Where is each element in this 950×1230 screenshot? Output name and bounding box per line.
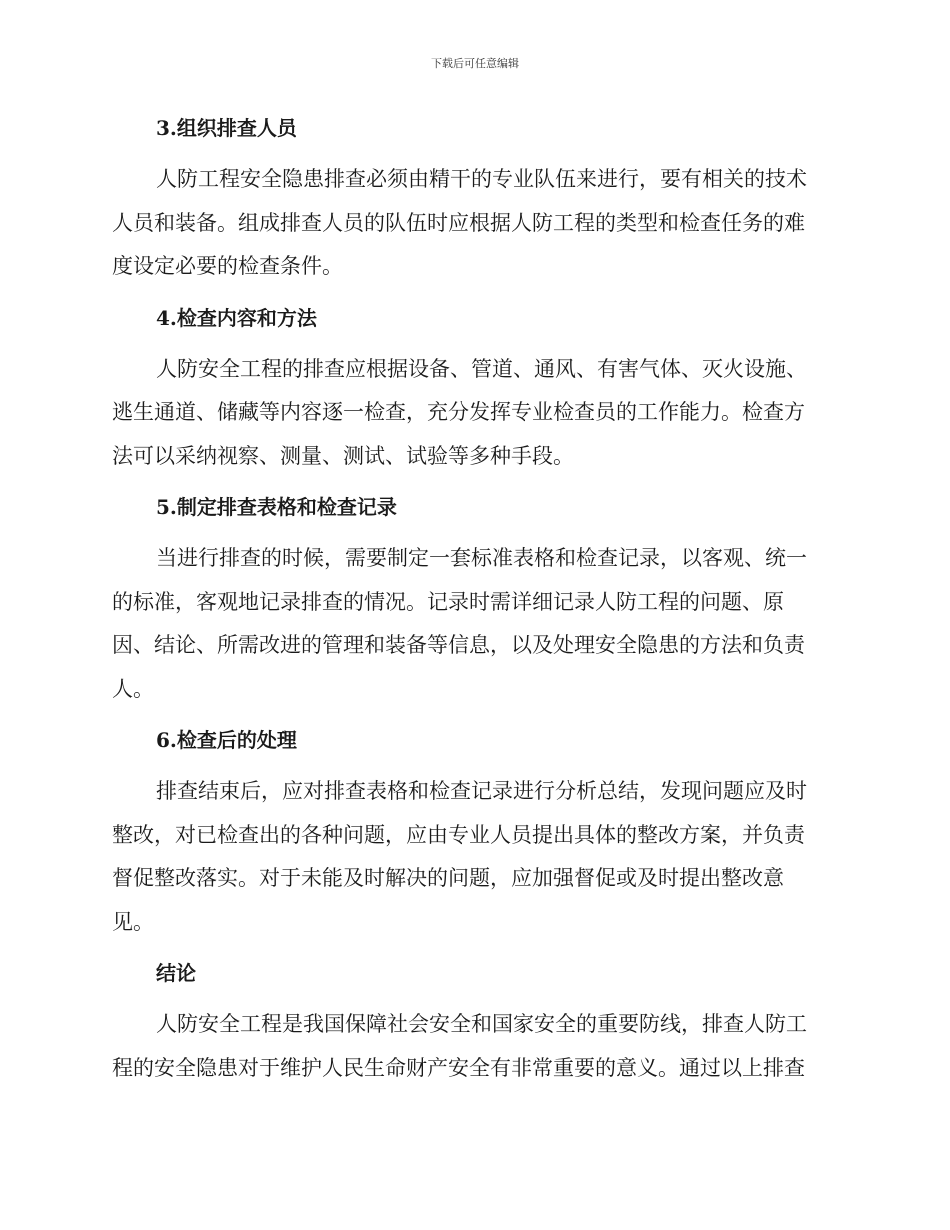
section-paragraph xyxy=(112,770,830,944)
paragraph-line: 见。 xyxy=(112,909,154,934)
section-heading: 4.检查内容和方法 xyxy=(156,305,317,330)
paragraph-line: 整改，对已检查出的各种问题，应由专业人员提出具体的整改方案，并负责 xyxy=(112,822,805,847)
section-heading: 3.组织排查人员 xyxy=(156,116,297,140)
paragraph-line: 督促整改落实。对于未能及时解决的问题，应加强督促或及时提出整改意 xyxy=(112,866,784,890)
paragraph-line: 人。 xyxy=(112,676,154,701)
paragraph-line: 人防工程安全隐患排查必须由精干的专业队伍来进行，要有相关的技术 xyxy=(156,167,807,191)
page-header: 下载后可任意编辑 xyxy=(431,57,519,70)
section-paragraph xyxy=(112,158,830,289)
paragraph-line: 人防安全工程是我国保障社会安全和国家安全的重要防线，排查人防工 xyxy=(156,1012,807,1036)
paragraph-line: 法可以采纳视察、测量、测试、试验等多种手段。 xyxy=(112,443,574,468)
paragraph-line: 的标准，客观地记录排查的情况。记录时需详细记录人防工程的问题、原 xyxy=(112,589,784,614)
section-heading: 结论 xyxy=(156,961,196,985)
paragraph-line: 人员和装备。组成排查人员的队伍时应根据人防工程的类型和检查任务的难 xyxy=(112,210,805,235)
paragraph-line: 排查结束后，应对排查表格和检查记录进行分析总结，发现问题应及时 xyxy=(156,779,807,803)
section-paragraph xyxy=(112,348,830,479)
section-organize-staff xyxy=(112,108,830,289)
section-heading: 5.制定排查表格和检查记录 xyxy=(156,495,397,519)
paragraph-line: 逃生通道、储藏等内容逐一检查，充分发挥专业检查员的工作能力。检查方 xyxy=(112,400,805,424)
paragraph-line: 度设定必要的检查条件。 xyxy=(112,254,343,278)
document-body xyxy=(112,108,830,1099)
paragraph-line: 当进行排查的时候，需要制定一套标准表格和检查记录，以客观、统一 xyxy=(156,546,807,570)
section-content-methods xyxy=(112,298,830,479)
paragraph-line: 人防安全工程的排查应根据设备、管道、通风、有害气体、灭火设施、 xyxy=(156,356,807,381)
paragraph-line: 程的安全隐患对于维护人民生命财产安全有非常重要的意义。通过以上排查 xyxy=(112,1055,805,1080)
section-forms-records xyxy=(112,487,830,711)
section-paragraph xyxy=(112,1003,830,1090)
section-paragraph xyxy=(112,537,830,711)
section-heading: 6.检查后的处理 xyxy=(156,728,297,752)
paragraph-line: 因、结论、所需改进的管理和装备等信息，以及处理安全隐患的方法和负责 xyxy=(112,633,805,657)
section-conclusion xyxy=(112,953,830,1090)
section-post-inspection xyxy=(112,720,830,944)
